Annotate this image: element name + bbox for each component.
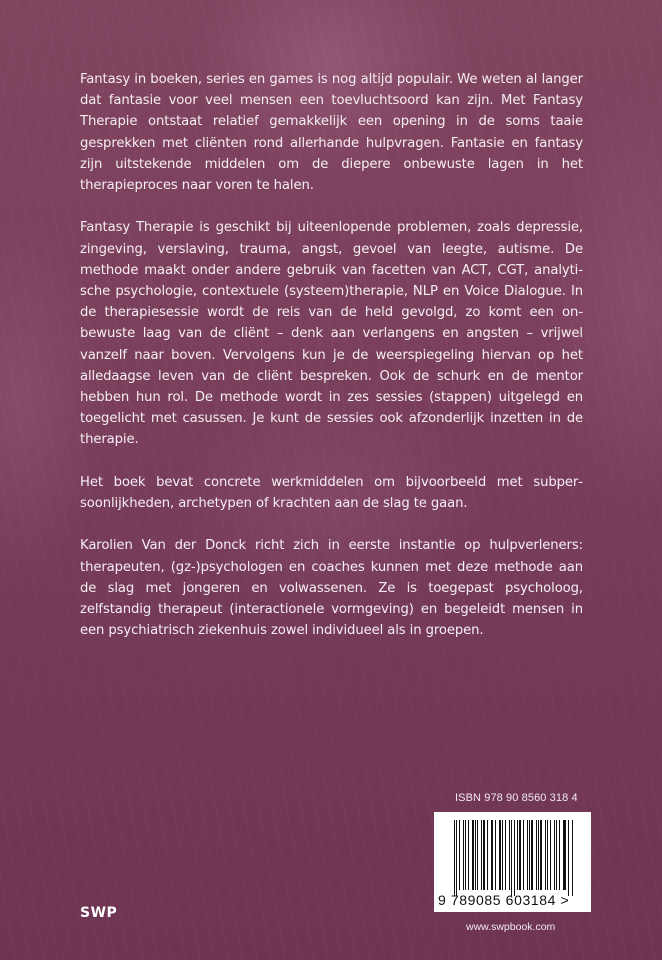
author-bio: Karolien Van der Donck richt zich in eerste instantie op hulpverleners: therapeuten, (gz-)psychologen en coaches kunnen met deze methode aan de slag met jongeren en volwassenen. Ze is toegepast psycholoog, zelfstandig therapeut (interactionele vormgeving) en begeleidt mensen in een psychiatrisch ziekenhuis zowel individueel als in groepen.: [80, 538, 583, 639]
publisher-website: www.swpbook.com: [466, 921, 556, 933]
blurb-text: [80, 69, 583, 663]
blurb-paragraph-3: Het boek bevat concrete werkmiddelen om bijvoorbeeld met subpersoonlijkheden, archetypen of krachten aan de slag te gaan.: [80, 474, 583, 512]
blurb-paragraph-2: Fantasy Therapie is geschikt bij uiteenlopende problemen, zoals depressie, zingeving, verslaving, trauma, angst, gevoel van leegte, autisme. De methode maakt onder andere gebruik van facetten van ACT, CGT, analytische psychologie, contextuele (systeem)therapie, NLP en Voice Dialogue. In de therapiesessie wordt de reis van de held gevolgd, zo komt een onbewuste laag van de cliënt – denk aan verlangens en angsten – vrijwel vanzelf naar boven. Vervolgens kun je de weerspiegeling hiervan op het alledaagse leven van de cliënt bespreken. Ook de schurk en de mentor hebben hun rol. De methode wordt in zes sessies (stappen) uitgelegd en toegelicht met casussen. Je kunt de sessies ook afzonderlijk inzetten in de therapie.: [80, 220, 583, 448]
barcode-bars: [454, 820, 574, 890]
barcode: [434, 812, 591, 912]
publisher-logo: SWP: [80, 905, 118, 921]
blurb-paragraph-1: Fantasy in boeken, series en games is nog altijd populair. We weten al langer dat fantasie voor veel mensen een toevluchtsoord kan zijn. Met Fantasy Therapie ontstaat relatief gemakkelijk een opening in de soms taaie gesprekken met cliënten rond allerhande hulpvragen. Fantasie en fantasy zijn uitstekende middelen om de diepere onbewuste lagen in het therapieproces naar voren te halen.: [80, 72, 583, 194]
barcode-digits: 9 789085 603184 >: [438, 892, 570, 908]
isbn-label: ISBN 978 90 8560 318 4: [455, 792, 578, 804]
